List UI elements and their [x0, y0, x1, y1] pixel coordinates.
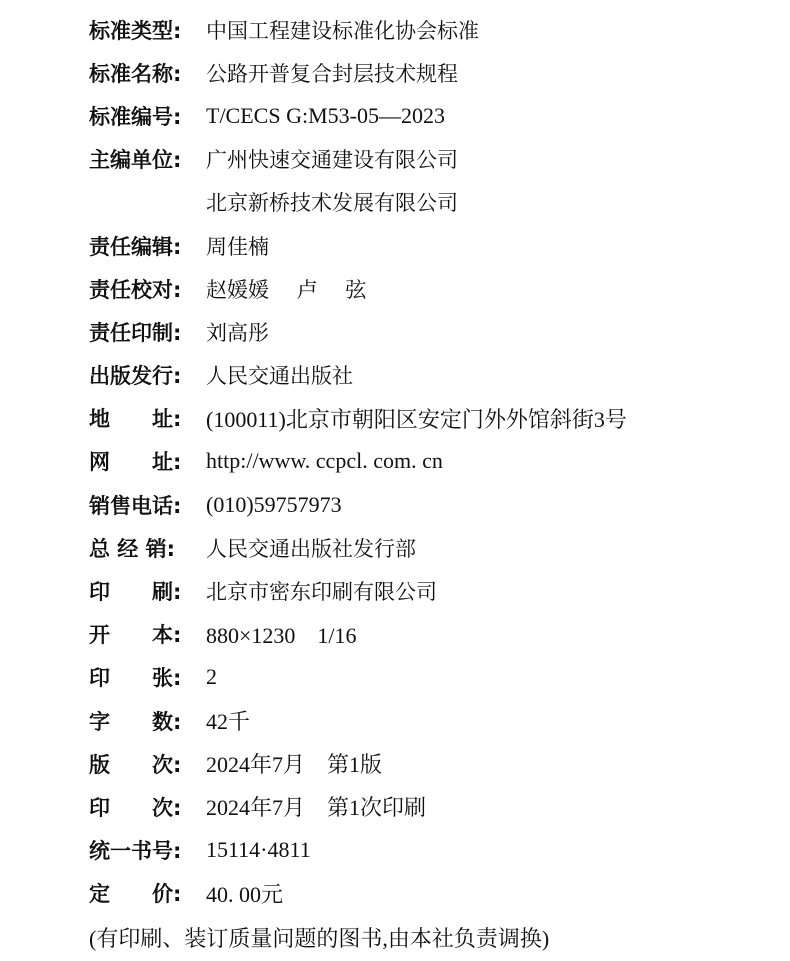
row-value: 中国工程建设标准化协会标准: [206, 18, 479, 43]
colophon-row-standard-name: [89, 51, 779, 94]
row-label: 印 张:: [89, 666, 182, 691]
row-value: T/CECS G:M53-05—2023: [206, 102, 445, 128]
row-value: (100011)北京市朝阳区安定门外外馆斜街3号: [206, 406, 627, 432]
colophon-row-word-count: [89, 699, 779, 742]
row-label: 标准类型:: [89, 18, 182, 43]
row-label: 责任校对:: [89, 277, 182, 302]
row-value: http://www. ccpcl. com. cn: [206, 448, 443, 474]
row-label: 定 价:: [89, 882, 182, 907]
colophon-row-website: [89, 440, 779, 483]
colophon-row-edition: [89, 742, 779, 785]
row-value: (010)59757973: [206, 491, 342, 517]
row-value: 2024年7月 第1次印刷: [206, 795, 427, 821]
colophon-row-chief-editor-unit: [89, 138, 779, 181]
row-label: 网 址:: [89, 450, 182, 475]
colophon-row-sheets: [89, 656, 779, 699]
row-label: 版 次:: [89, 752, 182, 777]
colophon-block: [89, 8, 779, 915]
row-value: 刘高彤: [206, 320, 269, 345]
row-label: 主编单位:: [89, 148, 182, 173]
row-value: 周佳楠: [206, 234, 269, 259]
row-label: 责任印制:: [89, 320, 182, 345]
row-label: 责任编辑:: [89, 234, 182, 259]
colophon-row-sales-phone: [89, 483, 779, 526]
row-label: 出版发行:: [89, 364, 182, 389]
colophon-row-format: [89, 613, 779, 656]
row-value: 人民交通出版社发行部: [206, 536, 416, 561]
row-value: 880×1230 1/16: [206, 622, 357, 648]
row-value: 人民交通出版社: [206, 364, 353, 389]
row-label: 字 数:: [89, 709, 182, 734]
row-label: 统一书号:: [89, 839, 182, 864]
row-value: 北京新桥技术发展有限公司: [206, 191, 458, 216]
row-label: 开 本:: [89, 623, 182, 648]
row-value: 2: [206, 664, 217, 690]
row-label: 地 址:: [89, 407, 182, 432]
row-value: 2024年7月 第1版: [206, 752, 383, 778]
colophon-row-responsible-editor: [89, 224, 779, 267]
colophon-row-distributor: [89, 526, 779, 569]
colophon-row-impression: [89, 785, 779, 828]
colophon-row-book-number: [89, 829, 779, 872]
row-value: 15114·4811: [206, 837, 311, 863]
colophon-row-price: [89, 872, 779, 915]
row-value: 北京市密东印刷有限公司: [206, 580, 437, 605]
colophon-row-standard-type: [89, 8, 779, 51]
row-value: 广州快速交通建设有限公司: [206, 148, 458, 173]
colophon-row-printer: [89, 569, 779, 612]
row-label: 印 刷:: [89, 580, 182, 605]
row-value: 公路开普复合封层技术规程: [206, 61, 458, 86]
colophon-row-chief-editor-unit-continued: [89, 181, 779, 224]
row-value: 42千: [206, 709, 251, 735]
colophon-row-address: [89, 397, 779, 440]
row-label: 销售电话:: [89, 493, 182, 518]
row-label: 标准名称:: [89, 61, 182, 86]
colophon-row-standard-number: [89, 94, 779, 137]
row-label: 总 经 销:: [89, 536, 176, 561]
colophon-row-publisher: [89, 354, 779, 397]
row-value: 赵媛媛 卢 弦: [206, 277, 367, 302]
colophon-row-print-supervisor: [89, 310, 779, 353]
row-value: 40. 00元: [206, 881, 284, 907]
colophon-row-proofreaders: [89, 267, 779, 310]
row-label: 印 次:: [89, 795, 182, 820]
row-label: 标准编号:: [89, 104, 182, 129]
quality-notice: (有印刷、装订质量问题的图书,由本社负责调换): [89, 925, 550, 951]
